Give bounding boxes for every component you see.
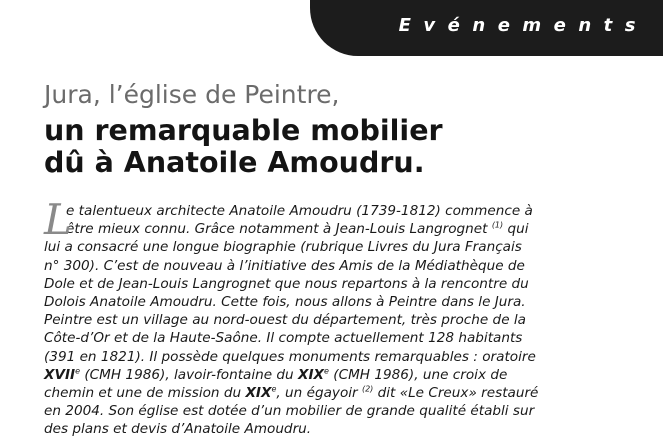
headline-line-2: dû à Anatoile Amoudru. [44,146,425,179]
body-line: n° 300). C’est de nouveau à l’initiative des Amis de la Médiathèque de [44,257,525,274]
body-line: Dolois Anatoile Amoudru. Cette fois, nous allons à Peintre dans le Jura. [44,294,526,311]
body-line: lui a consacré une longue biographie (rubrique Livres du Jura Français [44,239,522,256]
body-line: en 2004. Son église est dotée d’un mobilier de grande qualité établi sur [44,403,535,420]
body-line: (391 en 1821). Il possède quelques monuments remarquables : oratoire [44,348,536,365]
body-line: être mieux connu. Grâce notamment à Jean-Louis Langrognet $^{(1)}$ qui [66,220,529,238]
article-body [44,195,656,439]
body-line: Côte-d’Or et de la Haute-Saône. Il compte actuellement 128 habitants [44,330,523,347]
article-headline [44,115,443,179]
section-header-tab [310,0,663,56]
footnote-ref: (1) [491,220,504,230]
body-line: Peintre est un village au nord-ouest du département, très proche de la [44,312,526,329]
headline-line-1: un remarquable mobilier [44,114,443,147]
section-label: Evénements [398,15,648,36]
body-line: e talentueux architecte Anatoile Amoudru (1739-1812) commence à [66,203,533,219]
body-line: Dole et de Jean-Louis Langrognet que nous repartons à la rencontre du [44,275,529,292]
body-line: des plans et devis d’Anatoile Amoudru. [44,421,312,438]
body-line: chemin et une de mission du XIXe, un égayoir $^{(2)}$ dit «Le Creux» restauré [44,384,539,402]
footnote-ref: (2) [361,384,374,394]
drop-cap: L [44,195,72,244]
article-kicker: Jura, l’église de Peintre, [44,80,340,109]
body-line: XVIIe (CMH 1986), lavoir-fontaine du XIXe (CMH 1986), une croix de [44,366,508,383]
